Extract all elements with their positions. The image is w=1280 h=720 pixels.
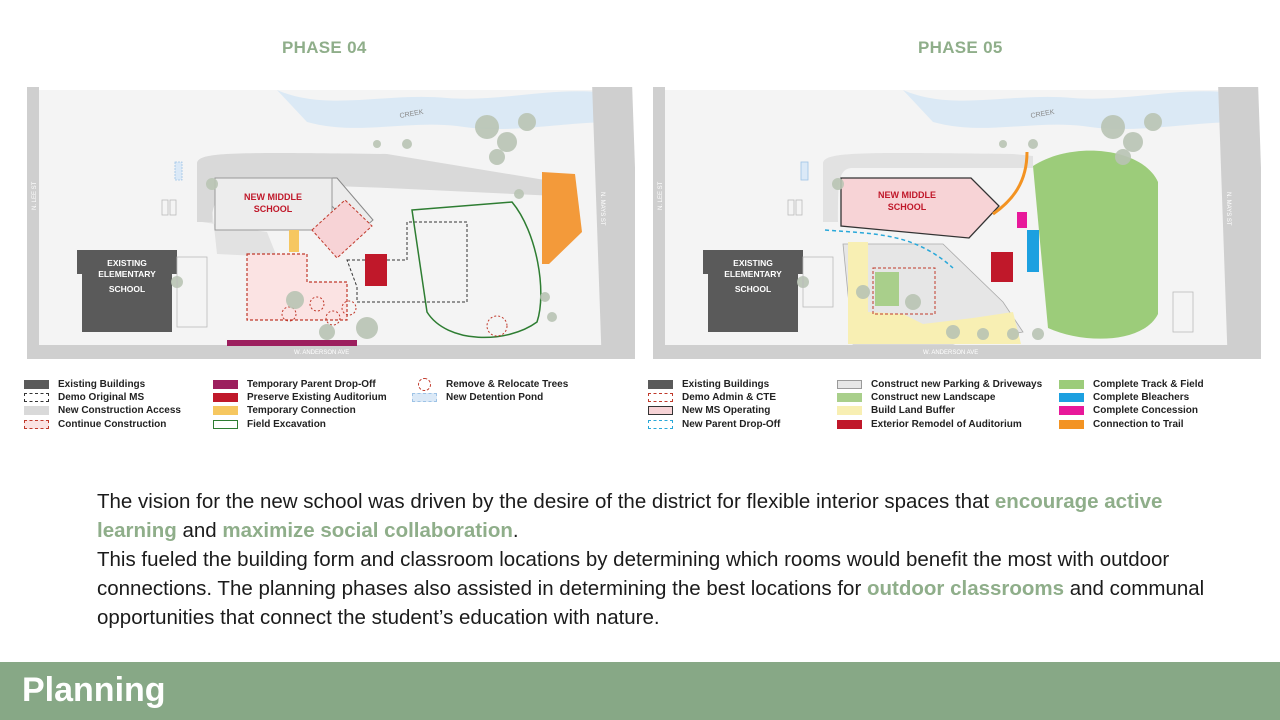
legend-item: [837, 391, 1042, 404]
elementary-label-2: ELEMENTARY: [724, 269, 782, 279]
legend-item: [412, 391, 568, 404]
anderson-ave-label: W. ANDERSON AVE: [294, 350, 350, 356]
legend-item: [213, 378, 387, 391]
legend-label: Remove & Relocate Trees: [446, 379, 569, 390]
legend-label: Complete Bleachers: [1093, 392, 1190, 404]
phase-04-title: PHASE 04: [282, 38, 367, 57]
legend-swatch-icon: [213, 406, 238, 415]
legend-swatch-icon: [648, 406, 673, 415]
temporary-drop-off: [227, 340, 357, 346]
legend-label: Existing Buildings: [58, 379, 146, 390]
vision-text-3: .: [512, 519, 519, 542]
legend-swatch-icon: [24, 420, 49, 429]
legend-swatch-icon: [213, 393, 238, 402]
middle-school-label-2: SCHOOL: [887, 202, 927, 212]
elementary-label-3: SCHOOL: [734, 284, 772, 294]
legend-swatch-icon: [837, 393, 862, 402]
legend-swatch-icon: [837, 406, 862, 415]
vision-text-2: and: [176, 519, 223, 542]
legend-label: Complete Concession: [1093, 405, 1199, 417]
legend-item: [24, 418, 181, 431]
legend-column: [213, 378, 387, 431]
legend-item: [1059, 391, 1204, 404]
legend-swatch-icon: [1059, 406, 1084, 415]
legend-label: Field Excavation: [247, 418, 326, 430]
elementary-label-3: SCHOOL: [108, 284, 146, 294]
middle-school-label-2: SCHOOL: [253, 204, 293, 214]
legend-swatch-icon: [24, 406, 49, 415]
temporary-connection: [289, 230, 299, 252]
legend-label: Build Land Buffer: [871, 405, 955, 417]
legend-item: [213, 418, 387, 431]
legend-item: [213, 404, 387, 417]
legend-label: Complete Track & Field: [1093, 379, 1204, 390]
concession: [1017, 212, 1027, 228]
legend-label: Demo Admin & CTE: [682, 392, 777, 404]
vision-text-1: The vision for the new school was driven by the desire of the district for flexible interior spaces that: [97, 490, 995, 513]
phase-04-site-plan: [27, 82, 635, 364]
legend-item: [837, 404, 1042, 417]
legend-label: Exterior Remodel of Auditorium: [871, 418, 1022, 430]
footer-bar: [0, 662, 1280, 720]
mays-street-label: N. MAYS ST: [1225, 192, 1231, 226]
legend-item: [213, 391, 387, 404]
legend-label: Demo Original MS: [58, 392, 145, 404]
vision-text-5: and communal opportunities that connect the student’s education with nature.: [97, 577, 1205, 629]
legend-label: Preserve Existing Auditorium: [247, 392, 387, 404]
legend-item: [837, 378, 1042, 391]
legend-swatch-icon: [648, 420, 673, 429]
legend-label: Temporary Parent Drop-Off: [247, 379, 376, 390]
lee-street: [27, 87, 39, 359]
legend-swatch-icon: [418, 378, 431, 391]
legend-label: Construct new Landscape: [871, 392, 996, 404]
legend-label: New Detention Pond: [446, 392, 544, 404]
legend-label: Connection to Trail: [1093, 418, 1184, 430]
elementary-label-1: EXISTING: [107, 258, 147, 268]
legend-column: [648, 378, 780, 431]
creek-label: CREEK: [1030, 108, 1056, 120]
legend-swatch-icon: [213, 380, 238, 389]
phase-04-legend: [24, 378, 624, 436]
creek-label: CREEK: [399, 108, 425, 120]
legend-column: [412, 378, 568, 404]
legend-item: [412, 378, 568, 391]
legend-label: New Construction Access: [58, 405, 181, 417]
highlight-outdoor-classrooms: outdoor classrooms: [866, 577, 1065, 600]
middle-school-label-1: NEW MIDDLE: [244, 192, 302, 202]
legend-swatch-icon: [1059, 420, 1084, 429]
mays-street-label: N. MAYS ST: [599, 192, 605, 226]
middle-school-label-1: NEW MIDDLE: [878, 190, 936, 200]
section-title: Planning: [22, 671, 166, 709]
bleachers: [1027, 230, 1039, 272]
anderson-ave-label: W. ANDERSON AVE: [923, 350, 979, 356]
phase-05-site-plan: [653, 82, 1261, 364]
legend-label: Existing Buildings: [682, 379, 770, 390]
track-field: [1033, 151, 1158, 339]
legend-item: [1059, 378, 1204, 391]
highlight-social-collaboration: maximize social collaboration: [222, 519, 513, 542]
vision-text-4: This fueled the building form and classroom locations by determining which rooms would benefit the most with outdoor connections. The planning phases also assisted in determining the best locations for: [97, 548, 1170, 600]
elementary-label-2: ELEMENTARY: [98, 269, 156, 279]
legend-label: Construct new Parking & Driveways: [871, 379, 1043, 390]
legend-item: [24, 404, 181, 417]
auditorium: [991, 252, 1013, 282]
legend-item: [837, 418, 1042, 431]
elementary-label-1: EXISTING: [733, 258, 773, 268]
legend-label: New Parent Drop-Off: [682, 418, 781, 430]
legend-item: [648, 378, 780, 391]
legend-item: [648, 418, 780, 431]
legend-swatch-icon: [1059, 380, 1084, 389]
vision-statement: [97, 487, 1227, 632]
legend-column: [1059, 378, 1204, 431]
legend-item: [1059, 404, 1204, 417]
legend-swatch-icon: [412, 393, 437, 402]
phase-05-site-plan-drawing: [653, 82, 1261, 364]
highlight-active-learning: encourage active learning: [97, 490, 1163, 542]
lee-street-label: N. LEE ST: [32, 181, 38, 210]
legend-swatch-icon: [213, 420, 238, 429]
legend-column: [24, 378, 181, 431]
legend-column: [837, 378, 1042, 431]
legend-label: Temporary Connection: [247, 405, 356, 417]
phase-05-legend: [648, 378, 1268, 436]
lee-street-label: N. LEE ST: [658, 181, 664, 210]
legend-swatch-icon: [837, 380, 862, 389]
legend-swatch-icon: [24, 393, 49, 402]
lee-street: [653, 87, 665, 359]
legend-swatch-icon: [837, 420, 862, 429]
legend-item: [24, 391, 181, 404]
legend-label: New MS Operating: [682, 405, 771, 417]
legend-item: [1059, 418, 1204, 431]
legend-swatch-icon: [648, 380, 673, 389]
legend-item: [648, 404, 780, 417]
legend-swatch-icon: [1059, 393, 1084, 402]
phase-05-title: PHASE 05: [918, 38, 1003, 57]
legend-swatch-icon: [24, 380, 49, 389]
legend-swatch-icon: [648, 393, 673, 402]
legend-item: [24, 378, 181, 391]
legend-label: Continue Construction: [58, 418, 167, 430]
legend-item: [648, 391, 780, 404]
existing-auditorium: [365, 254, 387, 286]
new-landscape: [875, 272, 899, 306]
phase-04-site-plan-drawing: [27, 82, 635, 364]
